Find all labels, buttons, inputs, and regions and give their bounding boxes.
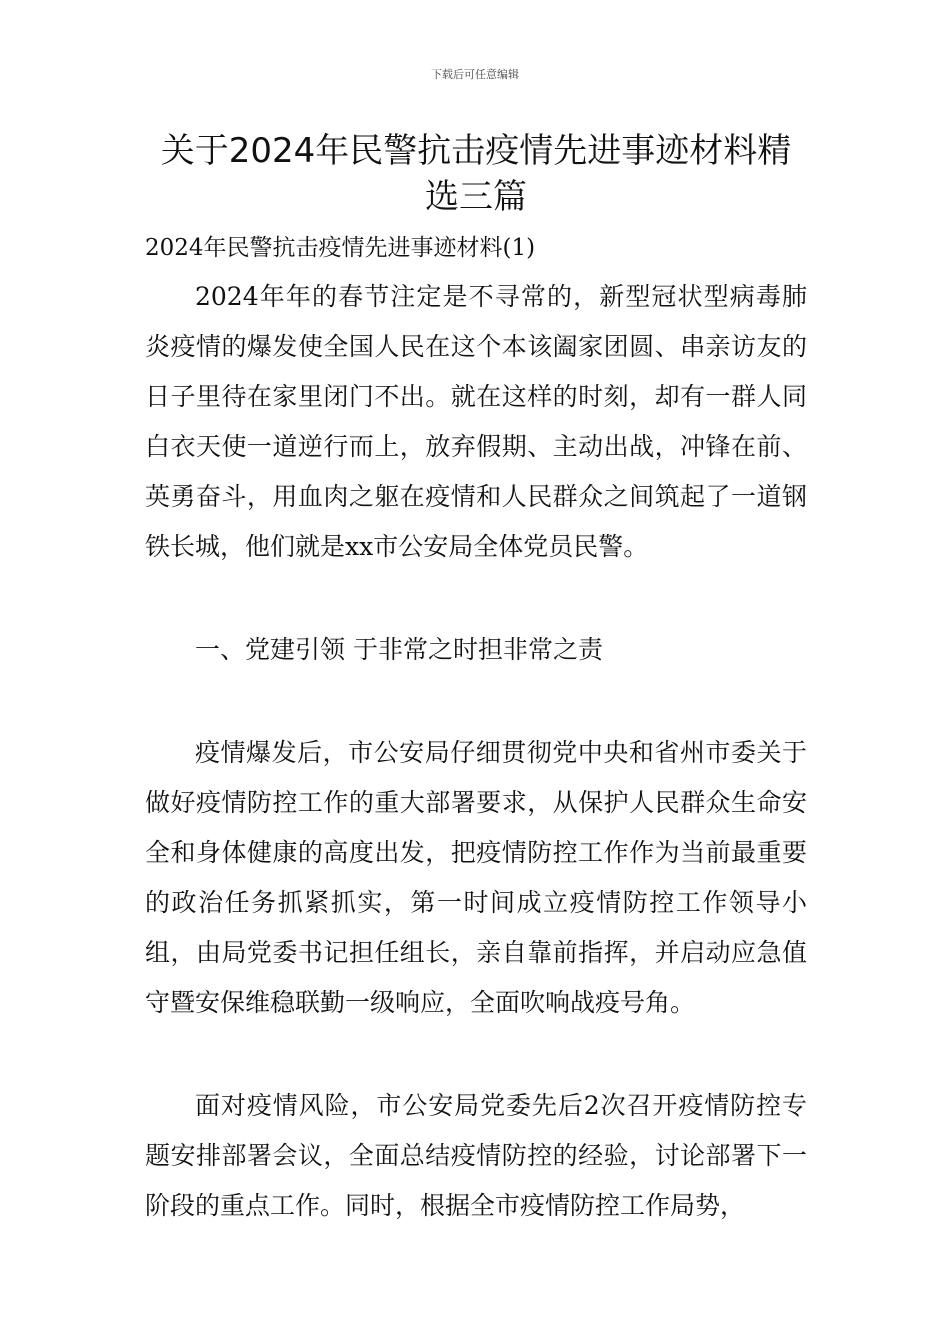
section-heading: 一、党建引领 于非常之时担非常之责 <box>195 635 603 664</box>
document-body <box>145 128 807 1231</box>
paragraph-body: 面对疫情风险，市公安局党委先后2次召开疫情防控专题安排部署会议，全面总结疫情防控的经验，讨论部署下一阶段的重点工作。同时，根据全市疫情防控工作局势， <box>145 1091 807 1220</box>
header-note: 下载后可任意编辑 <box>431 68 519 81</box>
document-subtitle: 2024年民警抗击疫情先进事迹材料(1) <box>145 235 536 261</box>
paragraph-intro: 2024年年的春节注定是不寻常的，新型冠状型病毒肺炎疫情的爆发使全国人民在这个本该阖家团圆、串亲访友的日子里待在家里闭门不出。就在这样的时刻，却有一群人同白衣天使一道逆行而上，放弃假期、主动出战，冲锋在前、英勇奋斗，用血肉之躯在疫情和人民群众之间筑起了一道钢铁长城，他们就是xx市公安局全体党员民警。 <box>145 282 807 561</box>
paragraph-body: 疫情爆发后，市公安局仔细贯彻党中央和省州市委关于做好疫情防控工作的重大部署要求，从保护人民群众生命安全和身体健康的高度出发，把疫情防控工作作为当前最重要的政治任务抓紧抓实，第一时间成立疫情防控工作领导小组，由局党委书记担任组长，亲自靠前指挥，并启动应急值守暨安保维稳联勤一级响应，全面吹响战疫号角。 <box>145 738 807 1017</box>
document-title: 关于2024年民警抗击疫情先进事迹材料精选三篇 <box>160 131 792 217</box>
